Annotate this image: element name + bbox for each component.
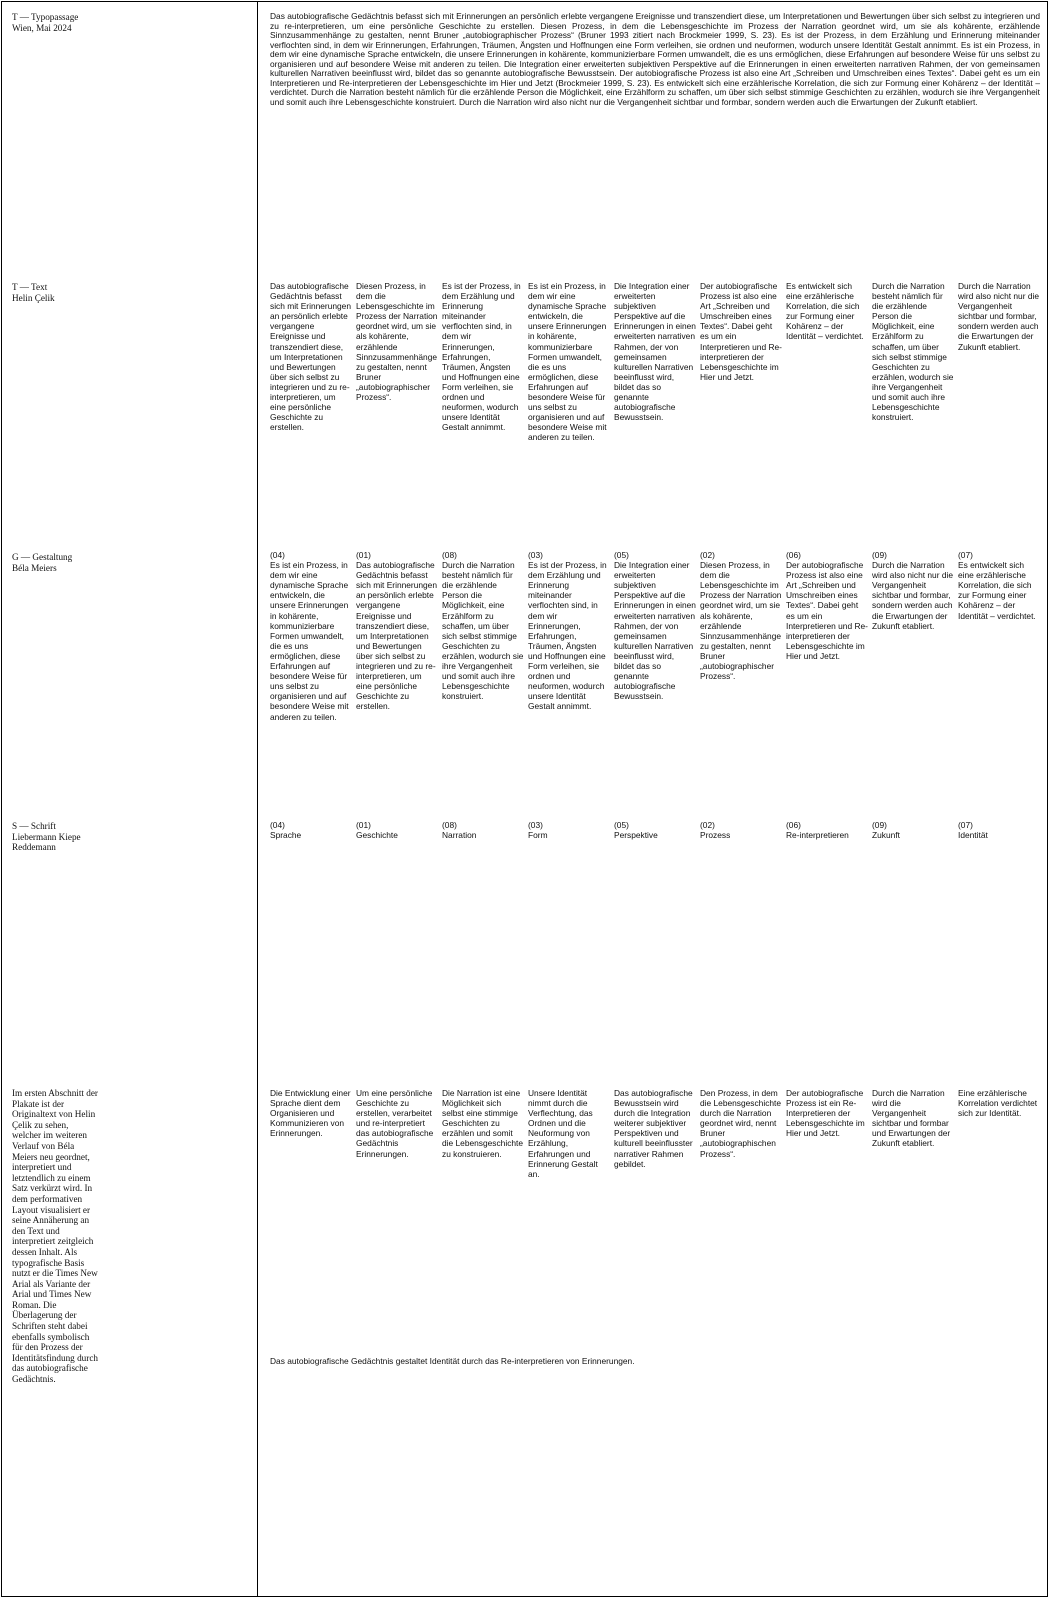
section-sub: Wien, Mai 2024 — [12, 22, 72, 33]
summary-columns — [270, 1088, 1050, 1208]
design-column — [614, 550, 696, 701]
design-column — [872, 550, 954, 631]
column-text: Diesen Prozess, in dem die Lebensgeschichte im Prozess der Narration geordnet wird, um sie als kohärente, erzählende Sinnzusammenhänge zu gestalten, nennt Bruner „autobiographischer Prozess“. — [700, 560, 782, 682]
keyword-columns — [270, 820, 1050, 860]
text-column: Die Integration einer erweiterten subjektiven Perspektive auf die Erinnerungen in einen erweiterten narrativen Rahmen, der von gemeinsamen kulturellen Narrativen beeinflusst wird, bildet das so genannte autobiografische Bewusstsein. — [614, 281, 696, 423]
keyword-column — [528, 820, 610, 840]
column-number: (09) — [872, 550, 887, 560]
summary-column: Um eine persönliche Geschichte zu erstellen, verarbeitet und re-interpretiert das autobiografische Gedächtnis Erinnerungen. — [356, 1088, 434, 1159]
summary-column: Die Narration ist eine Möglichkeit sich selbst eine stimmige Geschichten zu erzählen und somit die Lebensgeschichte zu konstruieren. — [442, 1088, 524, 1159]
column-number: (03) — [528, 550, 543, 560]
design-column — [958, 550, 1040, 621]
text-columns — [270, 281, 1050, 541]
section-code: G — Gestaltung — [12, 552, 73, 562]
text-column: Es ist der Prozess, in dem Erzählung und Erinnerung miteinander verflochten sind, in dem wir Erinnerungen, Erfahrungen, Träumen, Ängsten und Hoffnungen eine Form verleihen, sie ordnen und neuformen, wodurch unsere Identität Gestalt annimmt. — [442, 281, 521, 433]
summary-column: Eine erzählerische Korrelation verdichtet sich zur Identität. — [958, 1088, 1038, 1119]
summary-column: Unsere Identität nimmt durch die Verflechtung, das Ordnen und die Neuformung von Erzählung, Erfahrungen und Erinnerung Gestalt an. — [528, 1088, 598, 1179]
keyword: Narration — [442, 830, 477, 841]
keyword: Zukunft — [872, 830, 900, 841]
column-number: (08) — [442, 550, 457, 560]
keyword-column — [614, 820, 696, 840]
column-number: (06) — [786, 820, 801, 830]
section-code: S — Schrift — [12, 821, 56, 831]
keyword-column — [442, 820, 524, 840]
summary-column: Der autobiografische Prozess ist ein Re-Interpretieren der Lebensgeschichte im Hier und Jetzt. — [786, 1088, 865, 1139]
keyword: Sprache — [270, 830, 302, 841]
section-code: T — Typopassage — [12, 12, 79, 22]
design-column — [528, 550, 610, 712]
column-number: (03) — [528, 820, 543, 830]
keyword-column — [356, 820, 438, 840]
column-text: Durch die Narration wird also nicht nur die Vergangenheit sichtbar und formbar, sondern werden auch die Erwartungen der Zukunft etabliert. — [872, 560, 953, 631]
text-column: Der autobiografische Prozess ist also eine Art „Schreiben und Umschreiben eines Textes“. Dabei geht es um ein Interpretieren und Re-interpretieren der Lebensgeschichte im Hier und Jetzt. — [700, 281, 782, 382]
column-number: (07) — [958, 550, 973, 560]
text-column: Durch die Narration wird also nicht nur die Vergangenheit sichtbar und formbar, sondern werden auch die Erwartungen der Zukunft etabliert. — [958, 281, 1039, 352]
section-sub: Liebermann Kiepe Reddemann — [12, 831, 81, 853]
column-text: Der autobiografische Prozess ist also eine Art „Schreiben und Umschreiben eines Textes“. Dabei geht es um ein Interpretieren und Re-interpretieren der Lebensgeschichte im Hier und Jetzt. — [786, 560, 868, 661]
column-text: Es ist ein Prozess, in dem wir eine dynamische Sprache entwickeln, die unsere Erinnerungen in kohärente, kommunizierbare Formen umwandelt, die es uns ermöglichen, diese Erfahrungen auf besondere Weise für uns selbst zu organisieren und auf besondere Weise mit anderen zu teilen. — [270, 560, 349, 722]
column-number: (04) — [270, 550, 285, 560]
summary-column: Durch die Narration wird die Vergangenheit sichtbar und formbar und Erwartungen der Zukunft etabliert. — [872, 1088, 951, 1149]
keyword: Identität — [958, 830, 988, 841]
text-column: Es ist ein Prozess, in dem wir eine dynamische Sprache entwickeln, die unsere Erinnerungen in kohärente, kommunizierbare Formen umwandelt, die es uns ermöglichen, diese Erfahrungen auf besondere Weise für uns selbst zu organisieren und auf besondere Weise mit anderen zu teilen. — [528, 281, 607, 443]
column-number: (06) — [786, 550, 801, 560]
section-code: T — Text — [12, 282, 48, 292]
column-text: Es entwickelt sich eine erzählerische Korrelation, die sich zur Formung einer Kohärenz – der Identität – verdichtet. — [958, 560, 1036, 621]
design-columns — [270, 550, 1050, 810]
section-label-text — [12, 282, 237, 303]
design-column — [786, 550, 868, 661]
summary-column: Das autobiografische Bewusstsein wird durch die Integration weiterer subjektiver Perspektiven und kulturell beeinflusster narrativer Rahmen gebildet. — [614, 1088, 693, 1169]
design-column — [356, 550, 438, 712]
column-number: (05) — [614, 820, 629, 830]
text-column: Diesen Prozess, in dem die Lebensgeschichte im Prozess der Narration geordnet wird, um sie als kohärente, erzählende Sinnzusammenhänge zu gestalten, nennt Bruner „autobiographischer Prozess“. — [356, 281, 438, 403]
column-text: Durch die Narration besteht nämlich für die erzählende Person die Möglichkeit, eine Erzählform zu schaffen, um über sich selbst stimmige Geschichten zu erzählen, wodurch sie ihre Vergangenheit und somit auch ihre Lebensgeschichte konstruiert. — [442, 560, 524, 702]
column-number: (02) — [700, 820, 715, 830]
keyword: Prozess — [700, 830, 731, 841]
keyword-column — [958, 820, 1040, 840]
keyword-column — [786, 820, 868, 840]
column-number: (02) — [700, 550, 715, 560]
keyword: Re-interpretieren — [786, 830, 849, 841]
design-column — [270, 550, 352, 722]
column-text: Das autobiografische Gedächtnis befasst sich mit Erinnerungen an persönlich erlebte vergangene Ereignisse und transzendiert diese, um Interpretationen und Bewertungen über sich selbst zu integrieren und zu re-interpretieren, um eine persönliche Geschichte zu erstellen. — [356, 560, 437, 712]
main-paragraph: Das autobiografische Gedächtnis befasst sich mit Erinnerungen an persönlich erlebte vergangene Ereignisse und transzendiert diese, um Interpretationen und Bewertungen über sich selbst zu integrieren und zu re-interpretieren, um eine persönliche Geschichte zu erstellen. Diesen Prozess, in dem die Lebensgeschichte im Prozess der Narration geordnet wird, um sie als kohärente, erzählende Sinnzusammenhänge zu gestalten, nennt Bruner „autobiographischer Prozess“ (Bruner 1993 zitiert nach Brockmeier 1999, S. 23). Es ist der Prozess, in dem Erzählung und Erinnerung miteinander verflochten sind, in dem wir Erinnerungen, Erfahrungen, Träumen, Ängsten und Hoffnungen eine Form verleihen, sie ordnen und neuformen, wodurch unsere Identität Gestalt annimmt. Es ist ein Prozess, in dem wir eine dynamische Sprache entwickeln, die unsere Erinnerungen in kohärente, kommunizierbare Formen umwandelt, die es uns ermöglichen, diese Erfahrungen auf besondere Weise für uns selbst zu organisieren und auf besondere Weise mit anderen zu teilen. Die Integration einer erweiterten subjektiven Perspektive auf die Erinnerungen in einen erweiterten narrativen Rahmen, der von gemeinsamen kulturellen Narrativen beeinflusst wird, bildet das so genannte autobiografische Bewusstsein. Der autobiografische Prozess ist also eine Art „Schreiben und Umschreiben eines Textes“. Dabei geht es um ein Interpretieren und Re-interpretieren der Lebensgeschichte im Hier und Jetzt (Brockmeier 1999, S. 23). Es entwickelt sich eine erzählerische Korrelation, die sich zur Formung einer Kohärenz – der Identität – verdichtet. Durch die Narration besteht nämlich für die erzählende Person die Möglichkeit, eine Erzählform zu schaffen, um über sich selbst stimmige Geschichten zu erzählen, wodurch sie ihre Vergangenheit und somit auch ihre Lebensgeschichte konstruiert. Durch die Narration wird also nicht nur die Vergangenheit sichtbar und formbar, sondern werden auch die Erwartungen der Zukunft etabliert. — [270, 11, 1040, 107]
keyword-column — [270, 820, 352, 840]
column-number: (08) — [442, 820, 457, 830]
final-sentence: Das autobiografische Gedächtnis gestaltet Identität durch das Re-interpretieren von Erinnerungen. — [270, 1356, 635, 1366]
column-number: (01) — [356, 550, 371, 560]
column-number: (09) — [872, 820, 887, 830]
side-note: Im ersten Abschnitt der Plakate ist der Originaltext von Helin Çelik zu sehen, welcher im weiteren Verlauf von Béla Meiers neu geordnet, interpretiert und letztendlich zu einem Satz verkürzt wird. In dem performativen Layout visualisiert er seine Annäherung an den Text und interpretiert zeitgleich dessen Inhalt. Als typografische Basis nutzt er die Times New Arial als Variante der Arial und Times New Roman. Die Überlagerung der Schriften steht dabei ebenfalls symbolisch für den Prozess der Identitätsfindung durch das autobiografische Gedächtnis. — [12, 1088, 98, 1385]
keyword: Form — [528, 830, 548, 841]
column-number: (05) — [614, 550, 629, 560]
column-divider — [257, 1, 258, 1597]
text-column: Es entwickelt sich eine erzählerische Korrelation, die sich zur Formung einer Kohärenz – der Identität – verdichtet. — [786, 281, 864, 342]
column-text: Die Integration einer erweiterten subjektiven Perspektive auf die Erinnerungen in einen erweiterten narrativen Rahmen, der von gemeinsamen kulturellen Narrativen beeinflusst wird, bildet das so genannte autobiografische Bewusstsein. — [614, 560, 696, 702]
keyword: Perspektive — [614, 830, 658, 841]
column-number: (07) — [958, 820, 973, 830]
summary-column: Den Prozess, in dem die Lebensgeschichte durch die Narration geordnet wird, nennt Bruner „autobiographischen Prozess“. — [700, 1088, 782, 1159]
section-label-gestaltung — [12, 552, 237, 573]
text-column: Durch die Narration besteht nämlich für die erzählende Person die Möglichkeit, eine Erzählform zu schaffen, um über sich selbst stimmige Geschichten zu erzählen, wodurch sie ihre Vergangenheit und somit auch ihre Lebensgeschichte konstruiert. — [872, 281, 954, 423]
column-number: (04) — [270, 820, 285, 830]
design-column — [700, 550, 782, 681]
keyword: Geschichte — [356, 830, 398, 841]
design-column — [442, 550, 524, 701]
text-column: Das autobiografische Gedächtnis befasst sich mit Erinnerungen an persönlich erlebte vergangene Ereignisse und transzendiert diese, um Interpretationen und Bewertungen über sich selbst zu integrieren und zu re-interpretieren, um eine persönliche Geschichte zu erstellen. — [270, 281, 351, 433]
column-number: (01) — [356, 820, 371, 830]
section-sub: Béla Meiers — [12, 562, 57, 573]
section-sub: Helin Çelik — [12, 292, 55, 303]
keyword-column — [872, 820, 954, 840]
section-label-schrift — [12, 821, 98, 853]
keyword-column — [700, 820, 782, 840]
summary-column: Die Entwicklung einer Sprache dient dem Organisieren und Kommunizieren von Erinnerungen. — [270, 1088, 351, 1139]
section-label-typopassage — [12, 12, 237, 33]
column-text: Es ist der Prozess, in dem Erzählung und Erinnerung miteinander verflochten sind, in dem wir Erinnerungen, Erfahrungen, Träumen, Ängsten und Hoffnungen eine Form verleihen, sie ordnen und neuformen, wodurch unsere Identität Gestalt annimmt. — [528, 560, 607, 712]
